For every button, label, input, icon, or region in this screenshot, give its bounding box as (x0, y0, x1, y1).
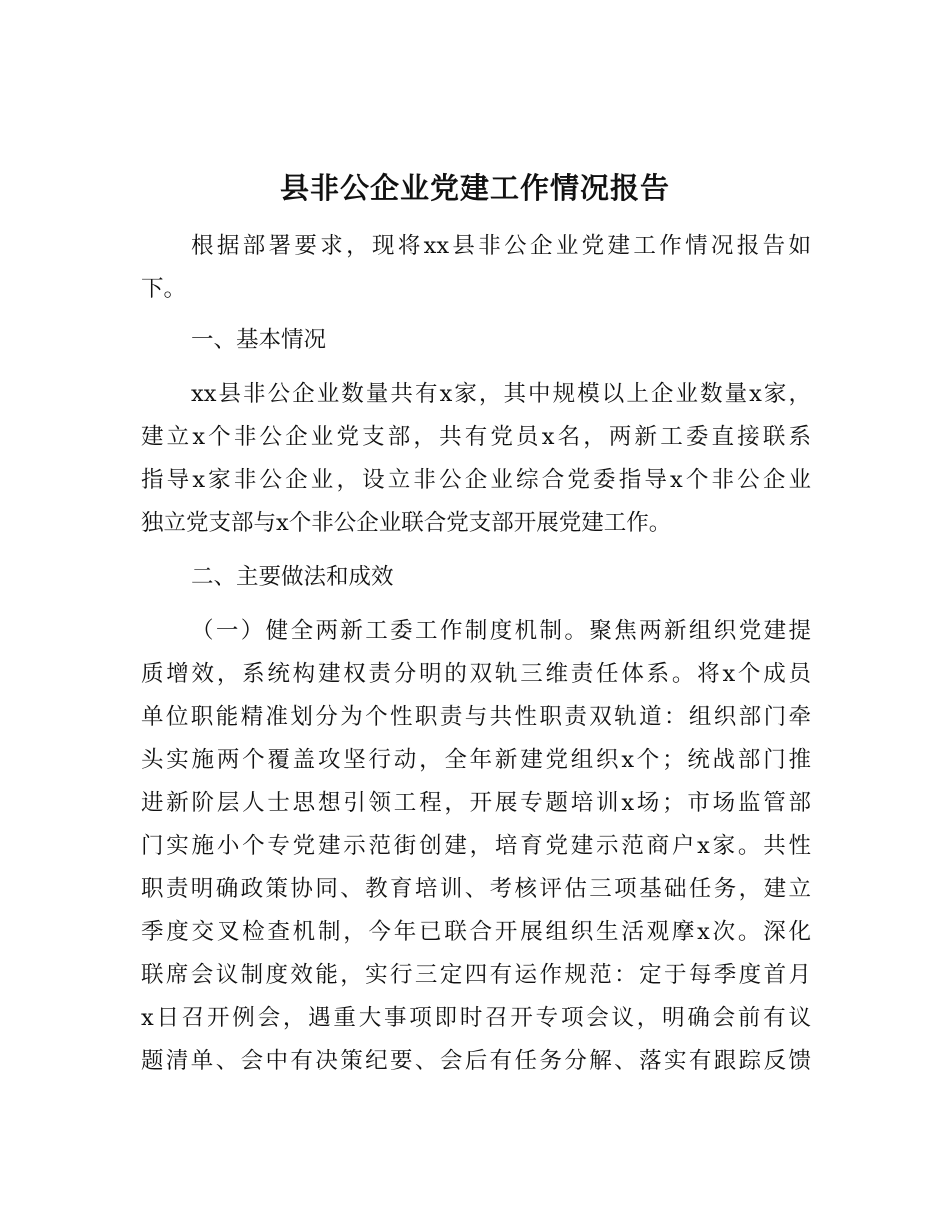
section1-line-4: 独立党支部与x个非公企业联合党支部开展党建工作。 (141, 510, 672, 536)
section2-line-2: 质增效，系统构建权责分明的双轨三维责任体系。将x个成员 (141, 661, 811, 687)
section1-line-1: xx县非公企业数量共有x家，其中规模以上企业数量x家， (191, 381, 811, 407)
section2-heading: 二、主要做法和成效 (191, 564, 394, 590)
section2-line-4: 头实施两个覆盖攻坚行动，全年新建党组织x个；统战部门推 (141, 747, 811, 773)
intro-line-1: 根据部署要求，现将xx县非公企业党建工作情况报告如 (191, 233, 811, 259)
section2-line-1: （一）健全两新工委工作制度机制。聚焦两新组织党建提 (191, 618, 811, 644)
section1-line-3: 指导x家非公企业，设立非公企业综合党委指导x个非公企业 (141, 467, 811, 493)
document-title: 县非公企业党建工作情况报告 (279, 171, 670, 205)
section2-line-10: x日召开例会，遇重大事项即时召开专项会议，明确会前有议 (141, 1005, 811, 1031)
section2-line-7: 职责明确政策协同、教育培训、考核评估三项基础任务，建立 (141, 876, 811, 902)
intro-line-2: 下。 (141, 276, 187, 302)
section2-line-11: 题清单、会中有决策纪要、会后有任务分解、落实有跟踪反馈 (141, 1048, 811, 1074)
section2-line-8: 季度交叉检查机制，今年已联合开展组织生活观摩x次。深化 (141, 919, 811, 945)
section2-line-6: 门实施小个专党建示范街创建，培育党建示范商户x家。共性 (141, 833, 811, 859)
section2-line-5: 进新阶层人士思想引领工程，开展专题培训x场；市场监管部 (141, 790, 811, 816)
section1-heading: 一、基本情况 (191, 327, 327, 353)
section1-line-2: 建立x个非公企业党支部，共有党员x名，两新工委直接联系 (141, 424, 811, 450)
section2-line-9: 联席会议制度效能，实行三定四有运作规范：定于每季度首月 (141, 962, 811, 988)
section2-line-3: 单位职能精准划分为个性职责与共性职责双轨道：组织部门牵 (141, 704, 811, 730)
